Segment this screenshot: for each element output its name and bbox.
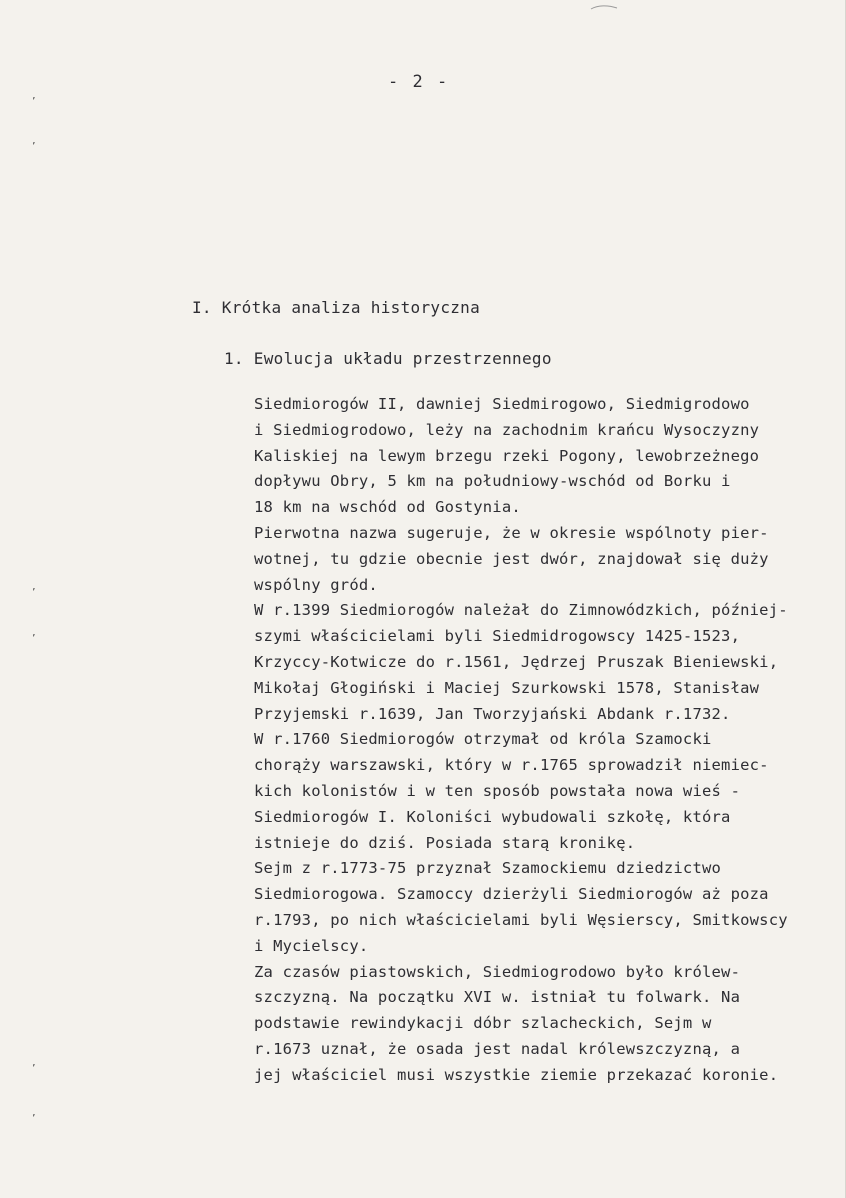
text-line: wspólny gród. bbox=[254, 575, 378, 594]
text-line: Przyjemski r.1639, Jan Tworzyjański Abdank r.1732. bbox=[254, 704, 731, 723]
text-line: Mikołaj Głogiński i Maciej Szurkowski 1578, Stanisław bbox=[254, 678, 760, 697]
text-line: Siedmiorogów I. Koloniści wybudowali szkołę, która bbox=[254, 807, 731, 826]
text-line: 18 km na wschód od Gostynia. bbox=[254, 498, 521, 517]
text-line: r.1793, po nich właścicielami byli Węsierscy, Smitkowscy bbox=[254, 910, 788, 929]
pencil-mark bbox=[590, 4, 618, 12]
section-heading: I. Krótka analiza historyczna bbox=[192, 298, 481, 317]
text-line: Krzyccy-Kotwicze do r.1561, Jędrzej Pruszak Bieniewski, bbox=[254, 652, 779, 671]
text-line: dopływu Obry, 5 km na południowy-wschód od Borku i bbox=[254, 472, 731, 491]
subsection-heading: 1. Ewolucja układu przestrzennego bbox=[224, 349, 552, 368]
text-line: wotnej, tu gdzie obecnie jest dwór, znajdował się duży bbox=[254, 549, 769, 568]
text-line: szczyzną. Na początku XVI w. istniał tu folwark. Na bbox=[254, 988, 741, 1007]
text-line: istnieje do dziś. Posiada starą kronikę. bbox=[254, 833, 636, 852]
page-number: - 2 - bbox=[388, 72, 450, 92]
text-line: kich kolonistów i w ten sposób powstała nowa wieś - bbox=[254, 781, 741, 800]
binder-hole-mark: ʼ bbox=[32, 140, 36, 153]
text-line: Kaliskiej na lewym brzegu rzeki Pogony, lewobrzeżnego bbox=[254, 446, 760, 465]
text-line: Pierwotna nazwa sugeruje, że w okresie wspólnoty pier- bbox=[254, 523, 769, 542]
text-line: Siedmiorogów II, dawniej Siedmirogowo, Siedmigrodowo bbox=[254, 395, 750, 413]
body-text bbox=[254, 392, 788, 1089]
text-line: Siedmiorogowa. Szamoccy dzierżyli Siedmiorogów aż poza bbox=[254, 885, 769, 904]
text-line: chorąży warszawski, który w r.1765 sprowadził niemiec- bbox=[254, 756, 769, 775]
text-line: W r.1399 Siedmiorogów należał do Zimnowódzkich, później- bbox=[254, 601, 788, 620]
binder-hole-mark: ʼ bbox=[32, 1112, 36, 1125]
binder-hole-mark: ʼ bbox=[32, 632, 36, 645]
text-line: r.1673 uznał, że osada jest nadal królewszczyzną, a bbox=[254, 1039, 741, 1058]
text-line: Za czasów piastowskich, Siedmiogrodowo było królew- bbox=[254, 962, 741, 981]
binder-hole-mark: ʼ bbox=[32, 586, 36, 599]
text-line: podstawie rewindykacji dóbr szlacheckich, Sejm w bbox=[254, 1014, 712, 1033]
text-line: jej właściciel musi wszystkie ziemie przekazać koronie. bbox=[254, 1065, 779, 1084]
binder-hole-mark: ʼ bbox=[32, 95, 36, 108]
text-line: i Mycielscy. bbox=[254, 936, 369, 955]
text-line: W r.1760 Siedmiorogów otrzymał od króla Szamocki bbox=[254, 730, 712, 749]
text-line: i Siedmiogrodowo, leży na zachodnim krańcu Wysoczyzny bbox=[254, 420, 760, 439]
text-line: szymi właścicielami byli Siedmidrogowscy 1425-1523, bbox=[254, 627, 741, 646]
binder-hole-mark: ʼ bbox=[32, 1062, 36, 1075]
text-line: Sejm z r.1773-75 przyznał Szamockiemu dziedzictwo bbox=[254, 859, 722, 878]
